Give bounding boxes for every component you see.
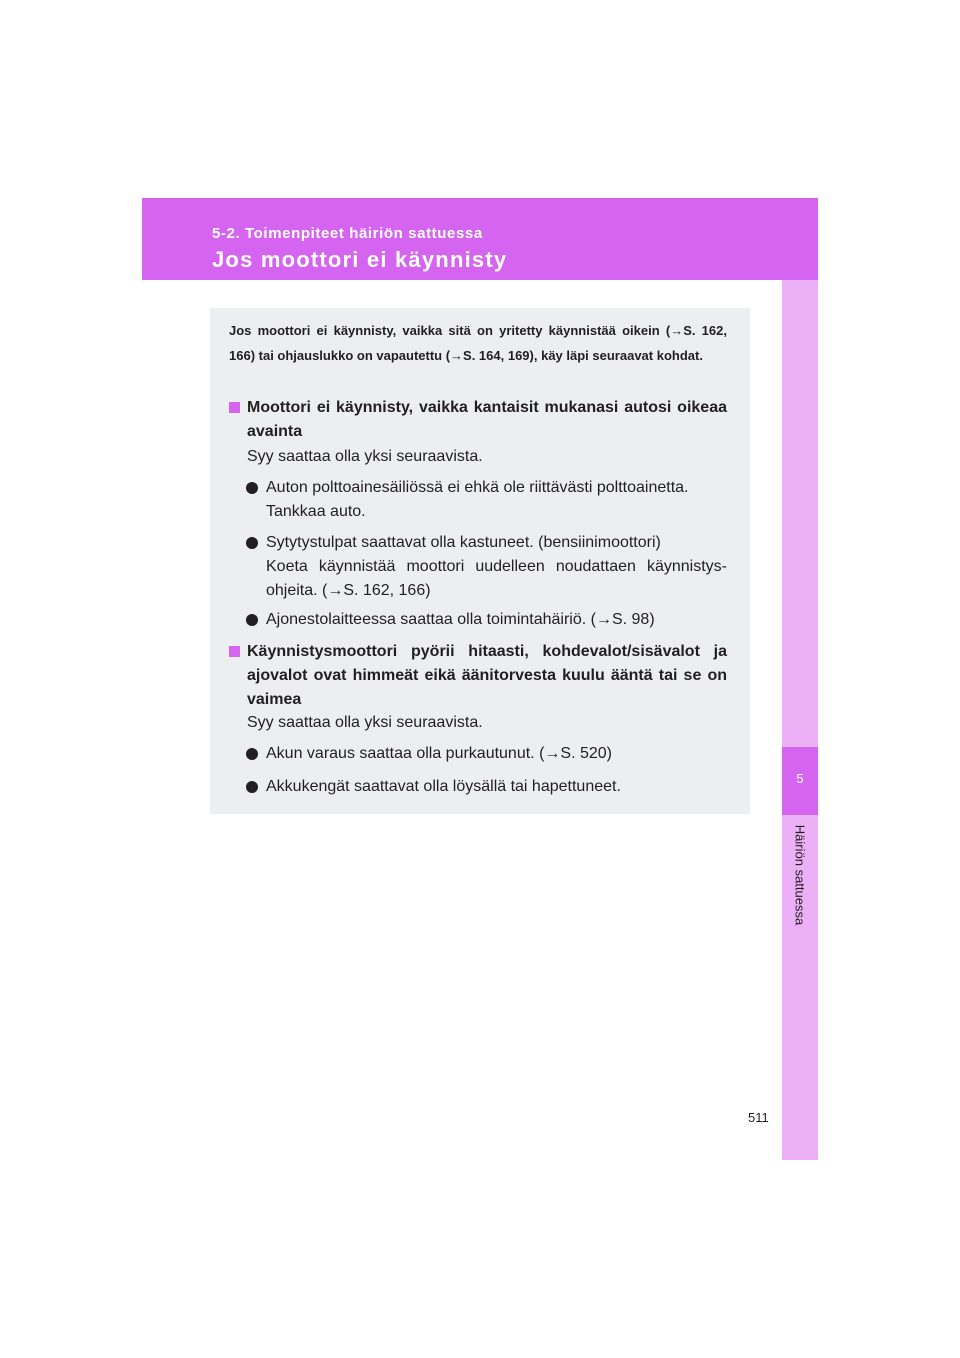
section-heading-1 bbox=[247, 396, 727, 444]
circle-bullet-icon bbox=[246, 482, 258, 494]
chapter-title: Häiriön sattuessa bbox=[792, 824, 808, 926]
intro-text: Jos moottori ei käynnisty, vaikka sitä on yritetty käynnistää oikein (→S. 162, 166) tai ohjauslukko on vapautettu (→S. 164, 169), käy läpi seuraavat kohdat. bbox=[229, 323, 727, 363]
circle-bullet-icon bbox=[246, 537, 258, 549]
section-label: 5-2. Toimenpiteet häiriön sattuessa bbox=[212, 225, 483, 242]
chapter-number: 5 bbox=[796, 771, 804, 786]
square-bullet-icon bbox=[229, 402, 240, 413]
list-item: Akun varaus saattaa olla purkautunut. (→S. 520) bbox=[266, 742, 727, 766]
section-heading-2 bbox=[247, 640, 727, 712]
list-item: Auton polttoainesäiliössä ei ehkä ole riittävästi polttoainetta. Tankkaa auto. bbox=[266, 476, 727, 524]
page-number: 511 bbox=[748, 1110, 769, 1125]
header-band bbox=[142, 198, 818, 280]
circle-bullet-icon bbox=[246, 781, 258, 793]
square-bullet-icon bbox=[229, 646, 240, 657]
circle-bullet-icon bbox=[246, 614, 258, 626]
chapter-side-tab bbox=[782, 280, 818, 1160]
troubleshooting-box bbox=[210, 308, 750, 814]
list-item: Akkukengät saattavat olla löysällä tai hapettuneet. bbox=[266, 775, 727, 799]
cause-text-2: Syy saattaa olla yksi seuraavista. bbox=[247, 714, 483, 731]
cause-text-1: Syy saattaa olla yksi seuraavista. bbox=[247, 448, 483, 465]
section-heading-1-text: Moottori ei käynnisty, vaikka kantaisit mukanasi autosi oikeaa avainta bbox=[247, 399, 727, 440]
list-item: Ajonestolaitteessa saattaa olla toimintahäiriö. (→S. 98) bbox=[266, 608, 727, 632]
circle-bullet-icon bbox=[246, 748, 258, 760]
list-item: Sytytystulpat saattavat olla kastuneet. (bensiinimoottori) Koeta käynnistää moottori uudelleen noudattaen käynnistys-ohjeita. (→S. 162, 166) bbox=[266, 531, 727, 603]
section-heading-2-text: Käynnistysmoottori pyörii hitaasti, kohdevalot/sisävalot ja ajovalot ovat himmeät eikä äänitorvesta kuulu ääntä tai se on vaimea bbox=[247, 643, 727, 708]
chapter-tab-active bbox=[782, 747, 818, 815]
page-title: Jos moottori ei käynnisty bbox=[212, 247, 508, 272]
